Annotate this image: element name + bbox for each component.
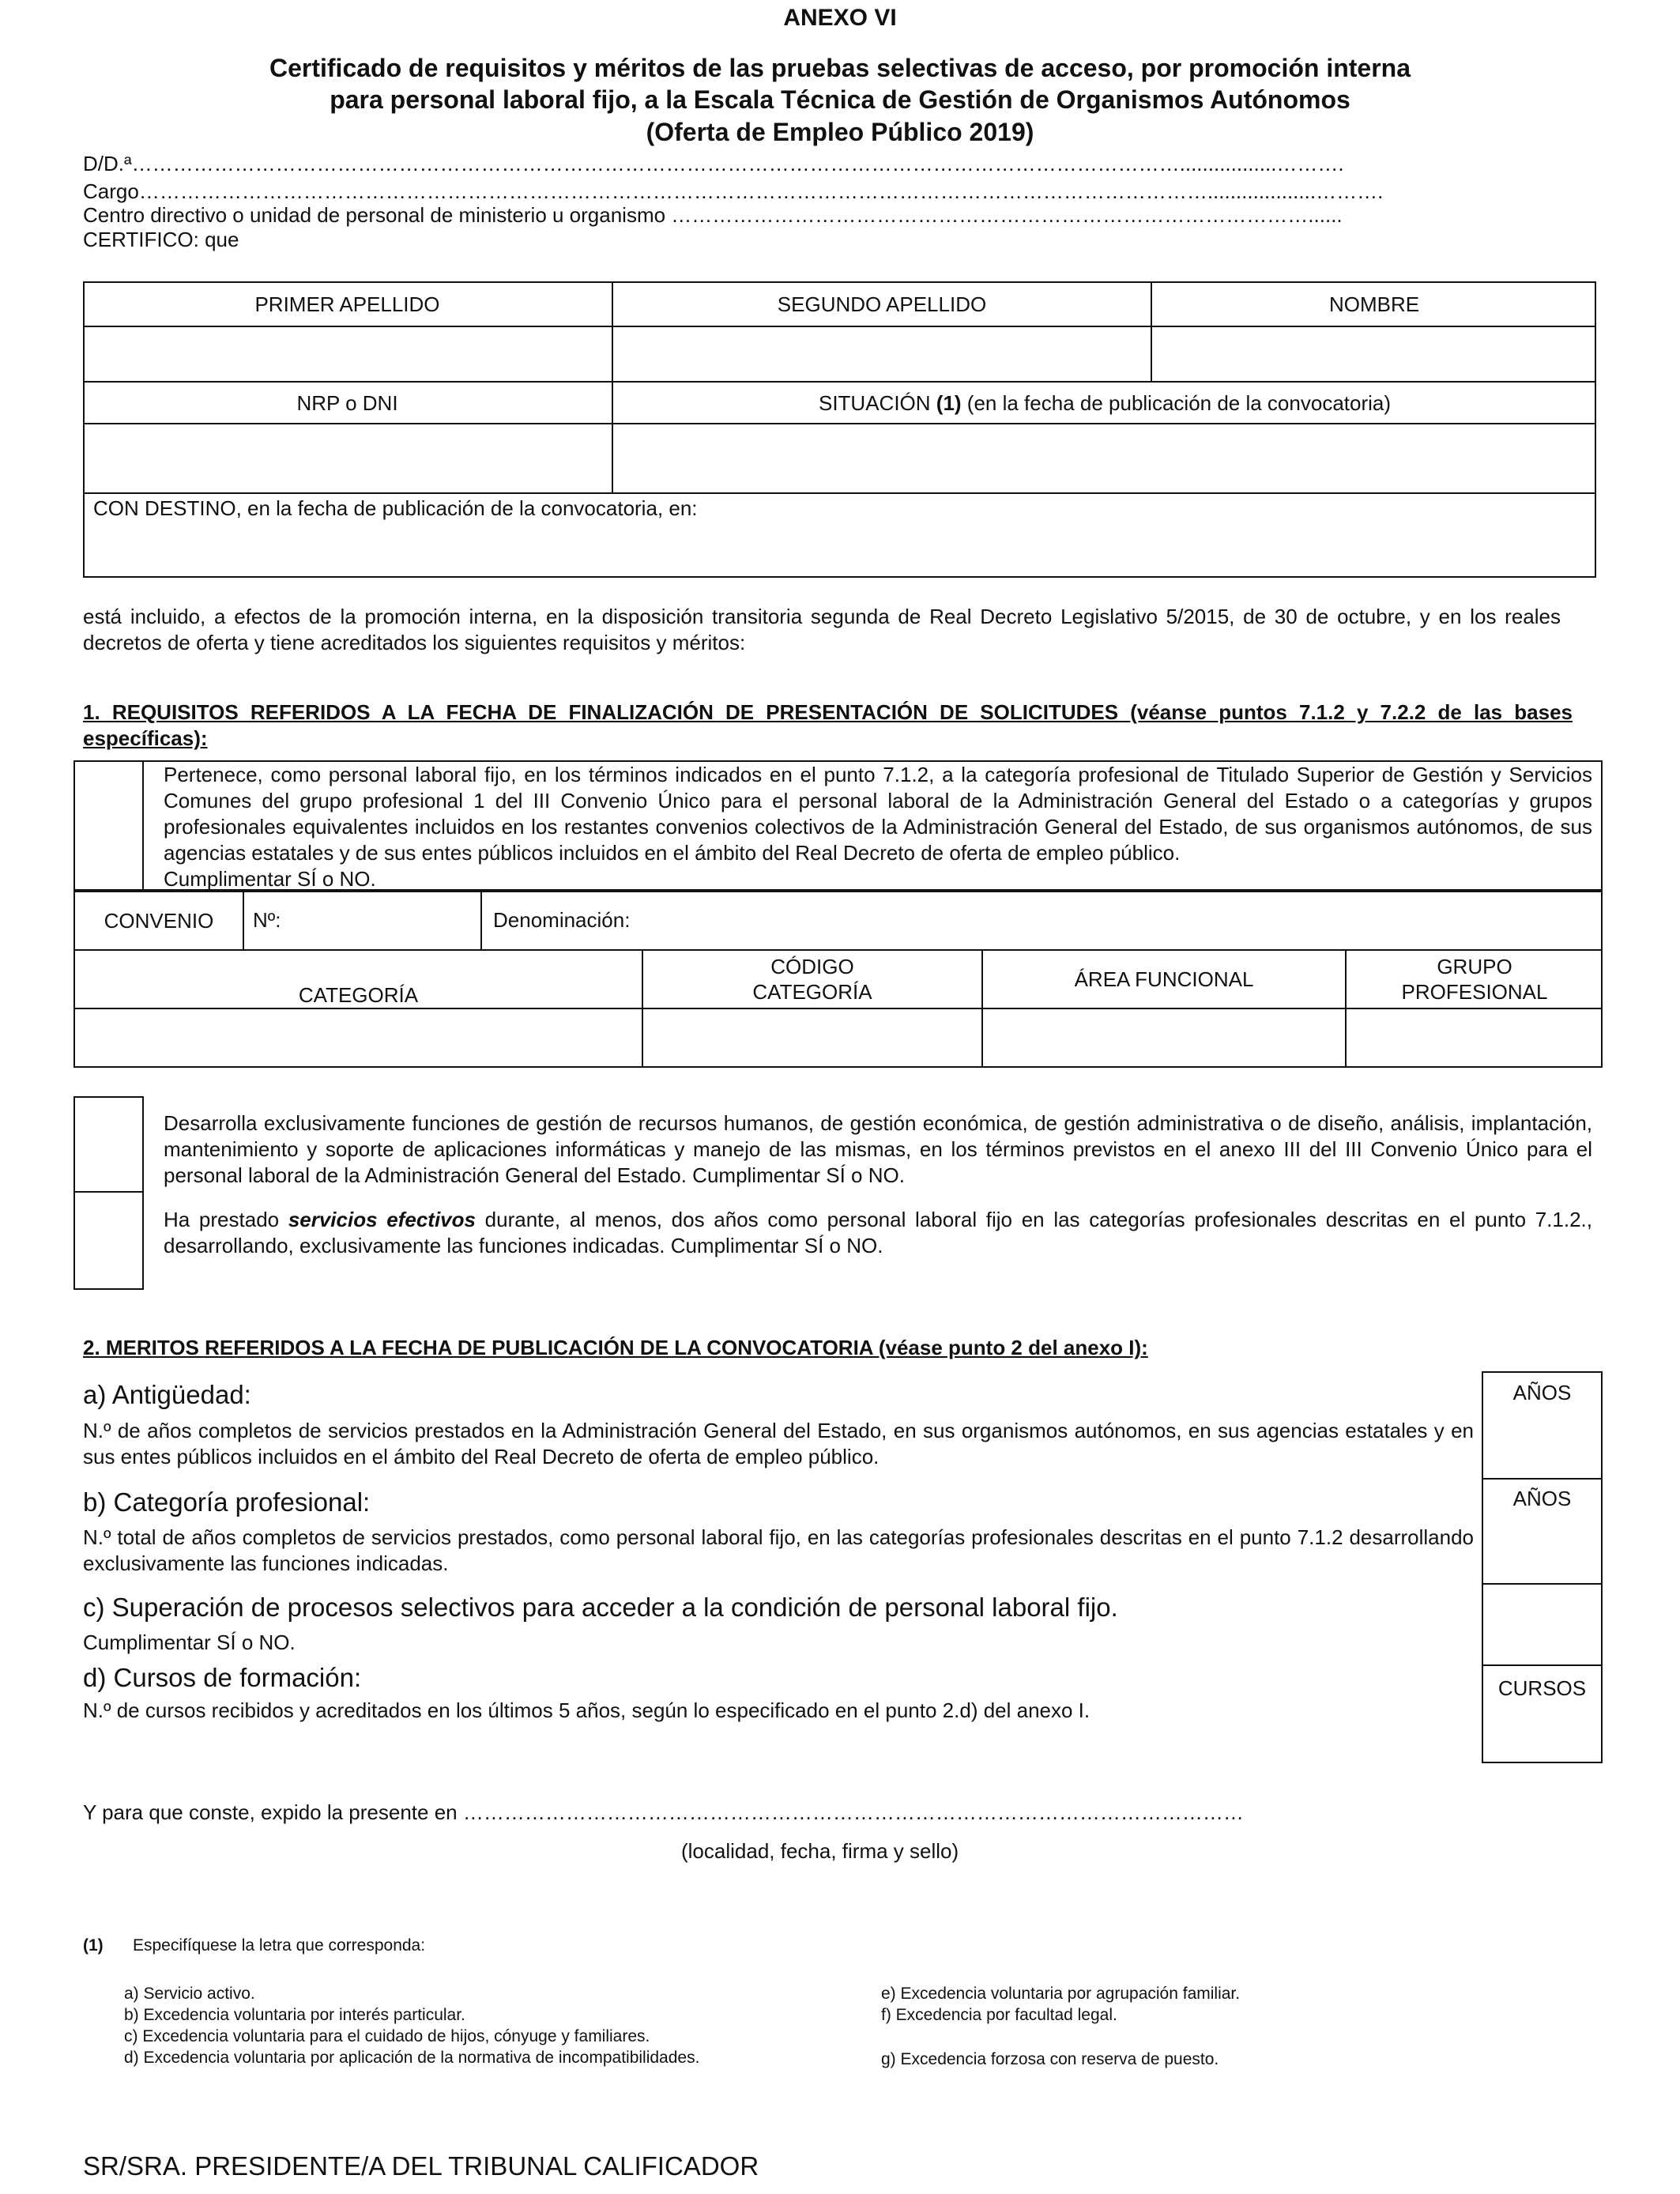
annex-title: ANEXO VI xyxy=(783,5,897,31)
centro-field[interactable]: Centro directivo o unidad de personal de ministerio u organismo …………………………………………………………………………………...... xyxy=(83,203,1343,227)
section2-heading: 2. MERITOS REFERIDOS A LA FECHA DE PUBLICACIÓN DE LA CONVOCATORIA (véase punto 2 del anexo I): xyxy=(83,1336,1148,1359)
merit-d-title: d) Cursos de formación: xyxy=(83,1663,362,1692)
merit-c-text: Cumplimentar SÍ o NO. xyxy=(83,1630,296,1654)
nombre-input[interactable] xyxy=(1152,327,1595,379)
footnote-e: e) Excedencia voluntaria por agrupación familiar. xyxy=(881,1985,1241,2003)
requirement2-checkbox[interactable] xyxy=(73,1096,144,1193)
merit-a-text: N.º de años completos de servicios prestados en la Administración General del Estado, en sus organismos autónomos, en sus agencias estatales y en sus entes públicos incluidos en el ámbito del Real Decreto de oferta de empleo público. xyxy=(83,1419,1474,1468)
categoria-input[interactable] xyxy=(75,1009,640,1066)
codigo-categoria-input[interactable] xyxy=(643,1009,980,1066)
requirement3-part2: durante, al menos, dos años como personal laboral fijo en las categorías profesionales descritas en el punto 7.1.2., desarrollando, exclusivamente las funciones indicadas. Cumplimentar SÍ o NO. xyxy=(164,1208,1599,1257)
header-grupo-profesional: GRUPO PROFESIONAL xyxy=(1401,955,1548,1004)
certificate-title-line2: para personal laboral fijo, a la Escala Técnica de Gestión de Organismos Autónomos xyxy=(330,85,1350,114)
merit-c-input[interactable] xyxy=(1483,1585,1601,1663)
certificate-title-line1: Certificado de requisitos y méritos de las pruebas selectivas de acceso, por promoción interna xyxy=(269,54,1411,82)
merit-d-text: N.º de cursos recibidos y acreditados en los últimos 5 años, según lo especificado en el punto 2.d) del anexo I. xyxy=(83,1698,1090,1722)
cargo-field[interactable]: Cargo…………………………………………………………………………………………………………………………………………...................………. xyxy=(83,179,1384,203)
addressee: SR/SRA. PRESIDENTE/A DEL TRIBUNAL CALIFICADOR xyxy=(83,2151,759,2181)
footnote-b: b) Excedencia voluntaria por interés particular. xyxy=(124,2006,465,2024)
dd-field[interactable]: D/D.ª……………………………………………………………………………………………………………………………………….................………. xyxy=(83,152,1344,175)
footnote-g: g) Excedencia forzosa con reserva de puesto. xyxy=(881,2050,1219,2068)
header-codigo-categoria: CÓDIGO CATEGORÍA xyxy=(752,955,872,1004)
header-nombre: NOMBRE xyxy=(1328,292,1420,316)
firma-caption: (localidad, fecha, firma y sello) xyxy=(681,1839,959,1863)
certificate-title-line3: (Oferta de Empleo Público 2019) xyxy=(646,118,1034,146)
area-funcional-input[interactable] xyxy=(983,1009,1343,1066)
header-nrp-dni: NRP o DNI xyxy=(296,390,398,415)
header-categoria: CATEGORÍA xyxy=(298,983,419,1007)
segundo-apellido-input[interactable] xyxy=(613,327,1149,379)
nrp-dni-input[interactable] xyxy=(85,424,610,491)
merit-b-input[interactable] xyxy=(1483,1513,1601,1581)
requirement2-text: Desarrolla exclusivamente funciones de gestión de recursos humanos, de gestión económica, de gestión administrativa o de diseño, análisis, implantación, mantenimiento y soporte de aplicaciones informáticas y manejo de las mismas, en los términos previstos en el anexo III del III Convenio Único para el personal laboral de la Administración General del Estado. Cumplimentar SÍ o NO. xyxy=(164,1111,1592,1187)
situacion-footnote-ref: (1) xyxy=(936,390,962,415)
requirement3-emphasis: servicios efectivos xyxy=(288,1208,476,1231)
requirement1-note: Cumplimentar SÍ o NO. xyxy=(164,867,376,891)
footnote-f: f) Excedencia por facultad legal. xyxy=(881,2006,1117,2024)
convenio-numero-label[interactable]: Nº: xyxy=(253,908,281,932)
destino-label: CON DESTINO, en la fecha de publicación de la convocatoria, en: xyxy=(93,496,698,520)
merit-d-input[interactable] xyxy=(1483,1702,1601,1762)
merit-b-years-label: AÑOS xyxy=(1512,1487,1572,1510)
merit-d-courses-label: CURSOS xyxy=(1497,1676,1587,1700)
header-segundo-apellido: SEGUNDO APELLIDO xyxy=(777,292,987,316)
convenio-denominacion-label[interactable]: Denominación: xyxy=(493,908,631,932)
footnote-intro: Especifíquese la letra que corresponda: xyxy=(133,1936,426,1955)
footnote-c: c) Excedencia voluntaria para el cuidado de hijos, cónyuge y familiares. xyxy=(124,2027,650,2045)
merit-b-text: N.º total de años completos de servicios prestados, como personal laboral fijo, en las categorías profesionales descritas en el punto 7.1.2 desarrollando exclusivamente las funciones indicadas. xyxy=(83,1525,1474,1575)
destino-input[interactable] xyxy=(85,526,1595,576)
situacion-label: SITUACIÓN xyxy=(818,390,936,415)
merit-a-title: a) Antigüedad: xyxy=(83,1380,251,1409)
requirement3-part1: Ha prestado xyxy=(164,1208,288,1231)
certifico-label: CERTIFICO: que xyxy=(83,228,239,251)
footnote-mark: (1) xyxy=(83,1936,104,1955)
merit-a-years-label: AÑOS xyxy=(1512,1381,1572,1404)
primer-apellido-input[interactable] xyxy=(85,327,610,379)
header-situacion xyxy=(613,383,1596,423)
header-primer-apellido: PRIMER APELLIDO xyxy=(254,292,440,316)
requirement3-checkbox[interactable] xyxy=(73,1191,144,1290)
expido-line[interactable]: Y para que conste, expido la presente en …………………………………………………………………………………………………… xyxy=(83,1800,1244,1824)
merit-a-input[interactable] xyxy=(1483,1407,1601,1476)
footnote-d: d) Excedencia voluntaria por aplicación de la normativa de incompatibilidades. xyxy=(124,2049,700,2067)
header-area-funcional: ÁREA FUNCIONAL xyxy=(1074,967,1254,991)
requirement1-text: Pertenece, como personal laboral fijo, en los términos indicados en el punto 7.1.2, a la categoría profesional de Titulado Superior de Gestión y Servicios Comunes del grupo profesional 1 del III Convenio Único para el personal laboral de la Administración General del Estado o a categorías y grupos profesionales equivalentes incluidos en los restantes convenios colectivos de la Administración General del Estado, de sus organismos autónomos, de sus agencias estatales y de sus entes públicos incluidos en el ámbito del Real Decreto de oferta de empleo público. xyxy=(164,763,1592,865)
convenio-label: CONVENIO xyxy=(104,909,214,933)
situacion-suffix: (en la fecha de publicación de la convocatoria) xyxy=(961,390,1392,415)
merit-c-title: c) Superación de procesos selectivos para acceder a la condición de personal laboral fijo. xyxy=(83,1593,1118,1622)
merit-b-title: b) Categoría profesional: xyxy=(83,1487,371,1517)
section1-heading: 1. REQUISITOS REFERIDOS A LA FECHA DE FINALIZACIÓN DE PRESENTACIÓN DE SOLICITUDES (véanse puntos 7.1.2 y 7.2.2 de las bases específicas): xyxy=(83,700,1573,750)
requirement3-text xyxy=(164,1207,1599,1259)
requirement1-checkbox[interactable] xyxy=(73,760,144,891)
situacion-input[interactable] xyxy=(613,424,1595,491)
footnote-a: a) Servicio activo. xyxy=(124,1985,255,2003)
included-paragraph: está incluido, a efectos de la promoción interna, en la disposición transitoria segunda de Real Decreto Legislativo 5/2015, de 30 de octubre, y en los reales decretos de oferta y tiene acreditados los siguientes requisitos y méritos: xyxy=(83,605,1561,654)
grupo-profesional-input[interactable] xyxy=(1347,1009,1601,1066)
